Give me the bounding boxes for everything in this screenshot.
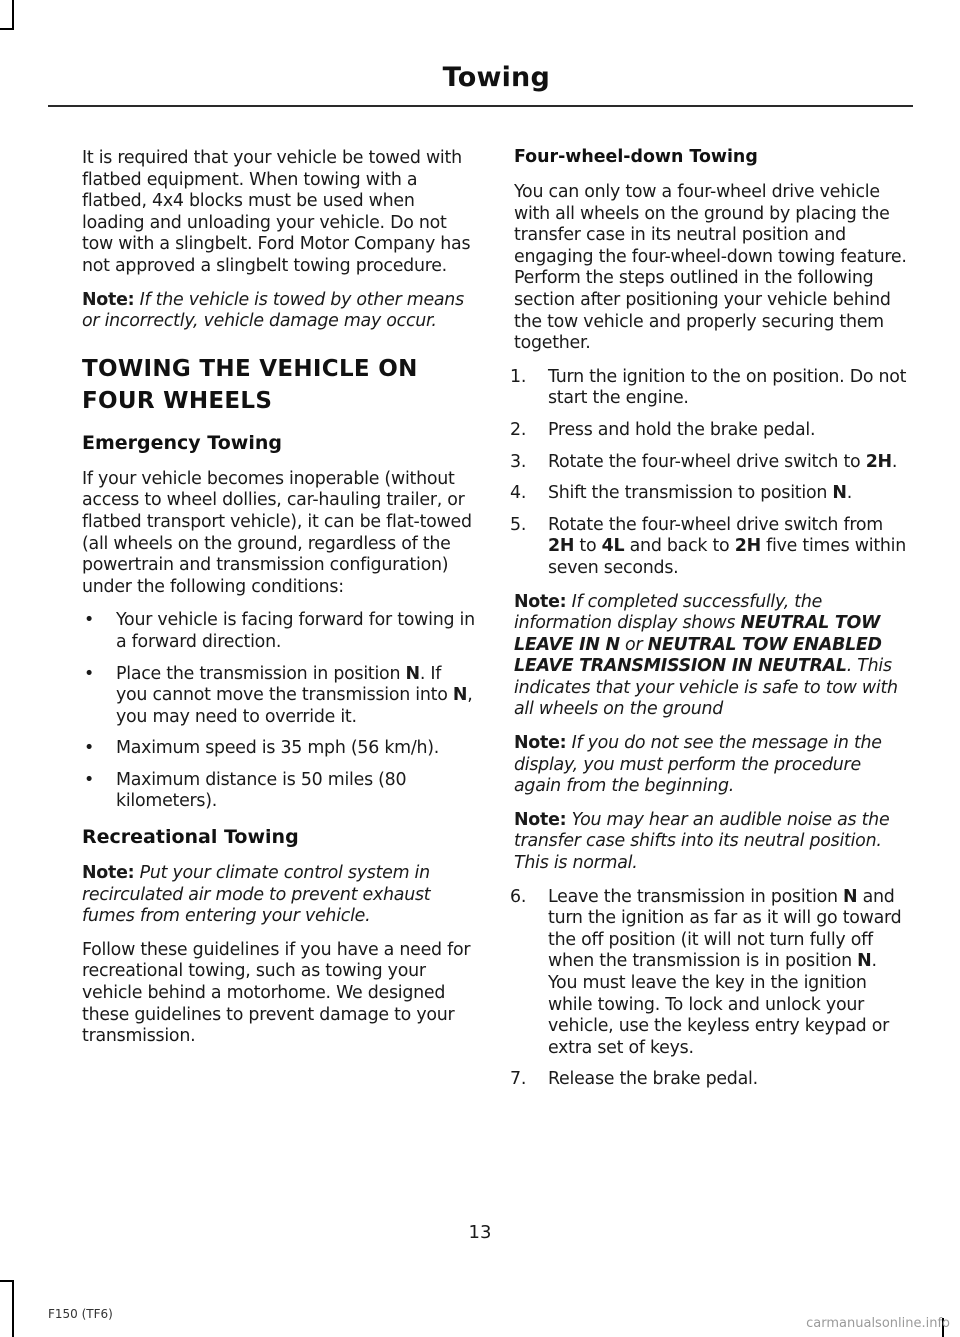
- section-title: TOWING THE VEHICLE ON FOUR WHEELS: [82, 355, 418, 414]
- step-text: .: [846, 483, 852, 504]
- list-item: [82, 770, 475, 813]
- list-item: [510, 483, 907, 505]
- page-number: 13: [468, 1222, 492, 1243]
- note-text: or: [619, 634, 648, 655]
- emergency-towing-body: If your vehicle becomes inoperable (without access to wheel dollies, car-hauling trailer, or flatbed transport vehicle), it can be flat-towed (all wheels on the ground, regardless of the powertrain and transmission configuration) under the following conditions:: [82, 468, 472, 597]
- list-item: [510, 451, 907, 474]
- list-item: [510, 419, 907, 442]
- note-text: If completed successfully, the information display shows: [514, 591, 823, 634]
- left-column: [82, 148, 475, 1060]
- bullet-mark: •: [84, 738, 95, 759]
- footer-model: F150 (TF6): [48, 1307, 113, 1321]
- display-message: NEUTRAL TOW ENABLED LEAVE TRANSMISSION IN NEUTRAL: [514, 634, 882, 677]
- gear-position: N: [843, 886, 858, 907]
- crop-mark-bottom-left-vertical: [12, 1280, 14, 1337]
- list-item: [82, 610, 475, 653]
- step-text: to: [574, 536, 602, 557]
- intro-paragraph: It is required that your vehicle be towed with flatbed equipment. When towing with a flatbed, 4x4 blocks must be used when loading and unloading your vehicle. Do not tow with a slingbelt. Ford Motor Company has not approved a slingbelt towing procedure.: [82, 148, 471, 276]
- right-column: [510, 146, 907, 1103]
- step-text: and back to: [624, 536, 735, 557]
- note-climate: [82, 863, 475, 928]
- note-text: Put your climate control system in recirculated air mode to prevent exhaust fumes from entering your vehicle.: [82, 863, 431, 927]
- crop-mark-top-left-horizontal: [0, 28, 14, 30]
- step-number: 1.: [510, 366, 527, 387]
- list-item-text: . If you cannot move the transmission into: [116, 663, 453, 706]
- step-text: five times within seven seconds.: [548, 536, 907, 578]
- conditions-list: [82, 610, 475, 813]
- header-rule: [48, 105, 913, 107]
- list-item-text: , you may need to override it.: [116, 685, 473, 727]
- note-label: Note:: [514, 591, 567, 612]
- note-label: Note:: [514, 809, 567, 830]
- step-number: 3.: [510, 451, 527, 472]
- note-flatbed: [82, 290, 475, 333]
- bullet-mark: •: [84, 663, 95, 684]
- list-item-text: Your vehicle is facing forward for towing in a forward direction.: [116, 610, 475, 652]
- step-text: . You must leave the key in the ignition while towing. To lock and unlock your vehicle, use the keyless entry keypad or extra set of keys.: [548, 951, 889, 1058]
- recreational-towing-body: Follow these guidelines if you have a need for recreational towing, such as towing your vehicle behind a motorhome. We designed these guidelines to prevent damage to your transmission.: [82, 939, 471, 1047]
- crop-mark-top-left-vertical: [12, 0, 14, 30]
- step-number: 7.: [510, 1069, 527, 1090]
- drive-mode: 4L: [601, 536, 625, 557]
- note-audible-noise: [514, 810, 907, 875]
- list-item: [510, 514, 907, 580]
- crop-mark-bottom-left-horizontal: [0, 1280, 14, 1282]
- list-item-text: Place the transmission in position: [116, 663, 406, 684]
- gear-position: N: [452, 685, 468, 706]
- note-display-message: [514, 592, 907, 722]
- drive-mode: 2H: [865, 451, 892, 472]
- drive-mode: 2H: [734, 536, 761, 557]
- note-label: Note:: [82, 289, 135, 310]
- step-text: Leave the transmission in position: [548, 886, 843, 907]
- steps-list-continued: [510, 886, 907, 1091]
- note-text: . This indicates that your vehicle is safe to tow with all wheels on the ground: [514, 656, 898, 720]
- steps-list: [510, 366, 907, 580]
- note-label: Note:: [82, 863, 135, 884]
- step-text: .: [891, 451, 898, 472]
- step-text: Press and hold the brake pedal.: [548, 419, 816, 440]
- four-wheel-down-heading: Four-wheel-down Towing: [514, 147, 758, 167]
- list-item: [82, 738, 475, 760]
- list-item: [510, 1069, 907, 1091]
- gear-position: N: [832, 483, 847, 504]
- note-repeat-procedure: [514, 733, 907, 798]
- step-text: Rotate the four-wheel drive switch from: [548, 514, 883, 535]
- note-label: Note:: [514, 733, 567, 754]
- step-number: 6.: [510, 886, 527, 907]
- list-item: [82, 664, 475, 729]
- step-number: 4.: [510, 483, 527, 504]
- note-text: If the vehicle is towed by other means or incorrectly, vehicle damage may occur.: [82, 289, 464, 332]
- list-item-text: Maximum speed is 35 mph (56 km/h).: [116, 738, 440, 759]
- step-text: Turn the ignition to the on position. Do not start the engine.: [548, 366, 907, 409]
- bullet-mark: •: [84, 610, 95, 631]
- bullet-mark: •: [84, 769, 95, 790]
- list-item-text: Maximum distance is 50 miles (80 kilometers).: [116, 769, 407, 812]
- list-item: [510, 886, 907, 1060]
- recreational-towing-heading: Recreational Towing: [82, 826, 299, 849]
- step-text: Release the brake pedal.: [548, 1069, 758, 1090]
- watermark: carmanualsonline.info: [806, 1316, 950, 1331]
- note-text: If you do not see the message in the display, you must perform the procedure again from the beginning.: [514, 733, 882, 797]
- note-text: You may hear an audible noise as the transfer case shifts into its neutral position. This is normal.: [514, 809, 890, 874]
- list-item: [510, 366, 907, 410]
- step-number: 5.: [510, 514, 527, 535]
- step-text: Shift the transmission to position: [548, 483, 833, 504]
- step-number: 2.: [510, 419, 527, 440]
- display-message: NEUTRAL TOW LEAVE IN N: [514, 613, 881, 655]
- drive-mode: 2H: [548, 536, 575, 557]
- page-title: Towing: [442, 62, 550, 93]
- step-text: and turn the ignition as far as it will go toward the off position (it will not turn fully off when the transmission is in position: [548, 886, 902, 972]
- four-wheel-down-intro: You can only tow a four-wheel drive vehicle with all wheels on the ground by placing the transfer case in its neutral position and engaging the four-wheel-down towing feature. Perform the steps outlined in the following section after positioning your vehicle behind the tow vehicle and properly securing them together.: [514, 182, 907, 354]
- step-text: Rotate the four-wheel drive switch to: [548, 451, 866, 472]
- gear-position: N: [405, 663, 420, 684]
- emergency-towing-heading: Emergency Towing: [82, 431, 282, 454]
- gear-position: N: [857, 951, 872, 972]
